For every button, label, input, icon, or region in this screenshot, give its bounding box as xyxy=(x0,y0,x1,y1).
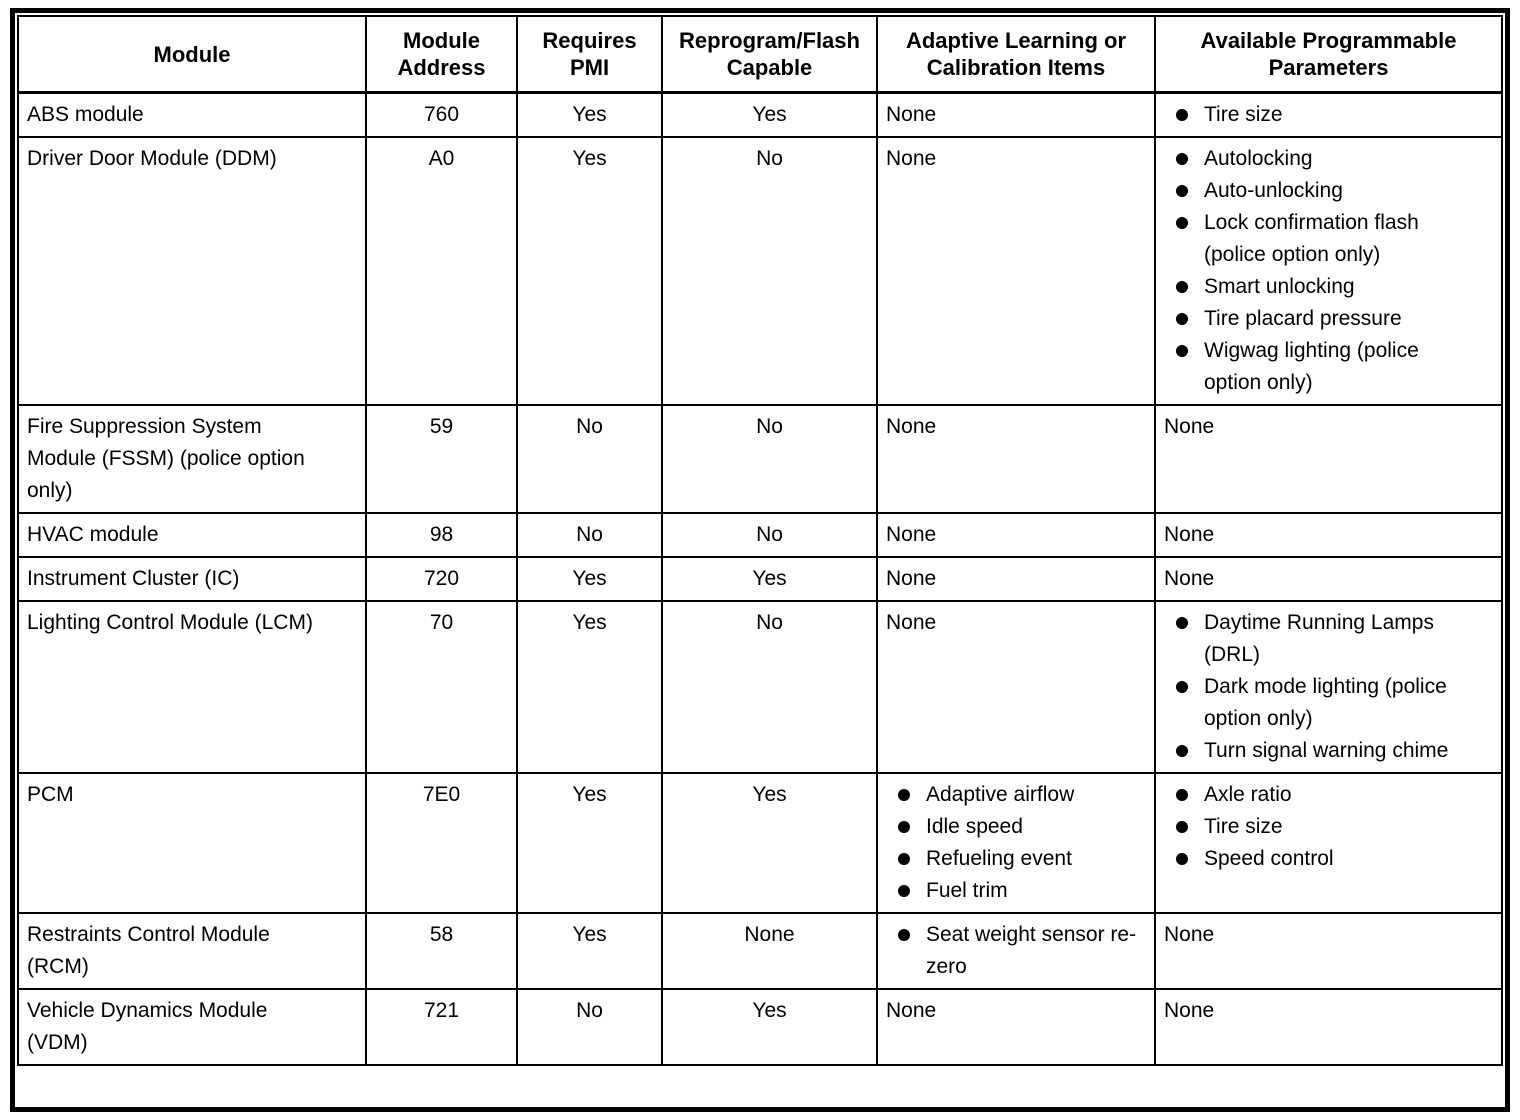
cell-adaptive-items xyxy=(877,405,1155,513)
cell-requires-pmi xyxy=(517,989,662,1065)
list-item-text: Adaptive airflow xyxy=(926,783,1075,806)
cell-parameters xyxy=(1155,93,1502,138)
cell-requires-pmi-text: Yes xyxy=(572,783,607,806)
cell-requires-pmi xyxy=(517,557,662,601)
list-item-text: Speed control xyxy=(1204,847,1334,870)
cell-requires-pmi-text: Yes xyxy=(572,567,607,590)
cell-requires-pmi xyxy=(517,913,662,989)
list-item xyxy=(886,919,1146,983)
bullet-icon xyxy=(1176,313,1188,325)
column-header-parameters: Available Programmable Parameters xyxy=(1155,16,1502,93)
list-item xyxy=(1164,671,1493,735)
cell-parameters-list xyxy=(1164,99,1493,131)
cell-parameters-text: None xyxy=(1164,415,1215,438)
cell-parameters xyxy=(1155,557,1502,601)
cell-module-address xyxy=(366,989,517,1065)
column-header-module-address: Module Address xyxy=(366,16,517,93)
cell-module-text: ABS module xyxy=(27,103,144,126)
cell-adaptive-items-text: None xyxy=(886,611,937,634)
cell-adaptive-items-text: None xyxy=(886,999,937,1022)
cell-adaptive-items-text: None xyxy=(886,415,937,438)
list-item xyxy=(1164,335,1493,399)
list-item xyxy=(1164,735,1493,767)
list-item xyxy=(886,811,1146,843)
cell-module-address-text: 70 xyxy=(429,611,454,634)
cell-module xyxy=(18,601,366,773)
cell-flash-capable-text: Yes xyxy=(752,567,787,590)
bullet-icon xyxy=(1176,281,1188,293)
list-item xyxy=(886,875,1146,907)
cell-module-address-text: 58 xyxy=(429,923,454,946)
cell-module-address-text: A0 xyxy=(428,147,455,170)
cell-module xyxy=(18,773,366,913)
cell-requires-pmi-text: No xyxy=(576,523,603,546)
cell-parameters-text: None xyxy=(1164,567,1215,590)
list-item-text: Fuel trim xyxy=(926,879,1008,902)
module-table-frame xyxy=(10,8,1510,1112)
list-item-text: Smart unlocking xyxy=(1204,275,1355,298)
cell-flash-capable-text: No xyxy=(756,147,783,170)
table-header xyxy=(18,16,1502,93)
table-row xyxy=(18,601,1502,773)
list-item xyxy=(1164,607,1493,671)
cell-module-address xyxy=(366,405,517,513)
cell-requires-pmi-text: No xyxy=(576,999,603,1022)
cell-adaptive-items-text: None xyxy=(886,523,937,546)
cell-flash-capable-text: Yes xyxy=(752,783,787,806)
column-header-module: Module xyxy=(18,16,366,93)
cell-adaptive-items xyxy=(877,513,1155,557)
cell-module xyxy=(18,513,366,557)
bullet-icon xyxy=(1176,185,1188,197)
cell-requires-pmi-text: Yes xyxy=(572,611,607,634)
list-item xyxy=(1164,843,1493,875)
table-body xyxy=(18,93,1502,1066)
list-item xyxy=(1164,175,1493,207)
cell-module-address xyxy=(366,913,517,989)
bullet-icon xyxy=(1176,745,1188,757)
cell-flash-capable xyxy=(662,773,877,913)
cell-parameters-list xyxy=(1164,143,1493,399)
cell-parameters-list xyxy=(1164,779,1493,875)
cell-requires-pmi xyxy=(517,773,662,913)
cell-module-address xyxy=(366,513,517,557)
bullet-icon xyxy=(898,821,910,833)
cell-module-text: Vehicle Dynamics Module (VDM) xyxy=(27,999,268,1054)
cell-adaptive-items-text: None xyxy=(886,147,937,170)
table-row xyxy=(18,989,1502,1065)
cell-flash-capable-text: No xyxy=(756,523,783,546)
bullet-icon xyxy=(1176,217,1188,229)
cell-parameters xyxy=(1155,989,1502,1065)
column-header-requires-pmi: Requires PMI xyxy=(517,16,662,93)
cell-module xyxy=(18,989,366,1065)
bullet-icon xyxy=(1176,789,1188,801)
cell-module-address xyxy=(366,773,517,913)
cell-flash-capable-text: Yes xyxy=(752,999,787,1022)
cell-flash-capable xyxy=(662,513,877,557)
cell-module-address-text: 760 xyxy=(423,103,460,126)
cell-parameters-list xyxy=(1164,607,1493,767)
list-item xyxy=(886,843,1146,875)
cell-requires-pmi xyxy=(517,601,662,773)
bullet-icon xyxy=(898,853,910,865)
cell-adaptive-items xyxy=(877,601,1155,773)
list-item-text: Seat weight sensor re-zero xyxy=(926,923,1137,978)
cell-parameters xyxy=(1155,913,1502,989)
list-item-text: Turn signal warning chime xyxy=(1204,739,1449,762)
table-row xyxy=(18,137,1502,405)
cell-module xyxy=(18,405,366,513)
cell-parameters-text: None xyxy=(1164,523,1215,546)
list-item-text: Tire size xyxy=(1204,815,1283,838)
table-row xyxy=(18,913,1502,989)
cell-adaptive-items-list xyxy=(886,919,1146,983)
table-row xyxy=(18,557,1502,601)
cell-module-address-text: 721 xyxy=(423,999,460,1022)
module-programming-table xyxy=(17,15,1503,1066)
list-item xyxy=(1164,303,1493,335)
bullet-icon xyxy=(1176,617,1188,629)
list-item-text: Tire size xyxy=(1204,103,1283,126)
list-item-text: Lock confirmation flash (police option only) xyxy=(1204,211,1419,266)
bullet-icon xyxy=(898,929,910,941)
list-item-text: Wigwag lighting (police option only) xyxy=(1204,339,1419,394)
cell-parameters xyxy=(1155,405,1502,513)
cell-module-address xyxy=(366,137,517,405)
cell-flash-capable xyxy=(662,405,877,513)
cell-parameters xyxy=(1155,513,1502,557)
cell-requires-pmi xyxy=(517,513,662,557)
cell-module-address xyxy=(366,557,517,601)
cell-module-text: Instrument Cluster (IC) xyxy=(27,567,240,590)
cell-module xyxy=(18,913,366,989)
header-row xyxy=(18,16,1502,93)
cell-flash-capable xyxy=(662,913,877,989)
cell-module-address-text: 59 xyxy=(429,415,454,438)
bullet-icon xyxy=(1176,681,1188,693)
cell-adaptive-items xyxy=(877,557,1155,601)
cell-module xyxy=(18,557,366,601)
cell-flash-capable xyxy=(662,93,877,138)
list-item xyxy=(1164,779,1493,811)
bullet-icon xyxy=(1176,345,1188,357)
bullet-icon xyxy=(1176,153,1188,165)
list-item-text: Refueling event xyxy=(926,847,1072,870)
cell-flash-capable xyxy=(662,557,877,601)
cell-adaptive-items xyxy=(877,137,1155,405)
cell-requires-pmi xyxy=(517,93,662,138)
bullet-icon xyxy=(1176,109,1188,121)
cell-parameters xyxy=(1155,601,1502,773)
cell-adaptive-items-list xyxy=(886,779,1146,907)
list-item xyxy=(1164,99,1493,131)
cell-requires-pmi-text: Yes xyxy=(572,147,607,170)
cell-module xyxy=(18,137,366,405)
cell-module-text: PCM xyxy=(27,783,74,806)
cell-parameters-text: None xyxy=(1164,999,1215,1022)
cell-adaptive-items xyxy=(877,93,1155,138)
table-row xyxy=(18,93,1502,138)
table-row xyxy=(18,773,1502,913)
cell-module-address-text: 98 xyxy=(429,523,454,546)
list-item-text: Auto-unlocking xyxy=(1204,179,1343,202)
cell-flash-capable xyxy=(662,137,877,405)
cell-module-text: Restraints Control Module (RCM) xyxy=(27,923,270,978)
cell-adaptive-items-text: None xyxy=(886,567,937,590)
cell-parameters xyxy=(1155,137,1502,405)
cell-flash-capable-text: No xyxy=(756,415,783,438)
cell-module-text: Lighting Control Module (LCM) xyxy=(27,611,313,634)
cell-parameters xyxy=(1155,773,1502,913)
cell-module-address xyxy=(366,93,517,138)
bullet-icon xyxy=(1176,821,1188,833)
table-row xyxy=(18,513,1502,557)
cell-flash-capable-text: No xyxy=(756,611,783,634)
cell-module-text: HVAC module xyxy=(27,523,159,546)
list-item-text: Dark mode lighting (police option only) xyxy=(1204,675,1447,730)
bullet-icon xyxy=(898,885,910,897)
list-item-text: Tire placard pressure xyxy=(1204,307,1402,330)
cell-requires-pmi-text: Yes xyxy=(572,103,607,126)
list-item xyxy=(886,779,1146,811)
cell-requires-pmi xyxy=(517,405,662,513)
cell-flash-capable xyxy=(662,989,877,1065)
list-item-text: Axle ratio xyxy=(1204,783,1292,806)
cell-flash-capable-text: Yes xyxy=(752,103,787,126)
cell-module-address-text: 720 xyxy=(423,567,460,590)
cell-module xyxy=(18,93,366,138)
list-item xyxy=(1164,811,1493,843)
cell-flash-capable xyxy=(662,601,877,773)
list-item-text: Idle speed xyxy=(926,815,1023,838)
cell-module-text: Fire Suppression System Module (FSSM) (police option only) xyxy=(27,415,305,502)
cell-adaptive-items-text: None xyxy=(886,103,937,126)
cell-module-address-text: 7E0 xyxy=(422,783,461,806)
cell-adaptive-items xyxy=(877,913,1155,989)
cell-requires-pmi xyxy=(517,137,662,405)
cell-adaptive-items xyxy=(877,989,1155,1065)
cell-adaptive-items xyxy=(877,773,1155,913)
list-item xyxy=(1164,207,1493,271)
column-header-adaptive-items: Adaptive Learning or Calibration Items xyxy=(877,16,1155,93)
bullet-icon xyxy=(898,789,910,801)
cell-requires-pmi-text: Yes xyxy=(572,923,607,946)
table-row xyxy=(18,405,1502,513)
cell-module-address xyxy=(366,601,517,773)
cell-parameters-text: None xyxy=(1164,923,1215,946)
cell-module-text: Driver Door Module (DDM) xyxy=(27,147,277,170)
bullet-icon xyxy=(1176,853,1188,865)
cell-flash-capable-text: None xyxy=(744,923,795,946)
list-item-text: Daytime Running Lamps (DRL) xyxy=(1204,611,1434,666)
list-item xyxy=(1164,143,1493,175)
list-item-text: Autolocking xyxy=(1204,147,1313,170)
column-header-flash-capable: Reprogram/Flash Capable xyxy=(662,16,877,93)
list-item xyxy=(1164,271,1493,303)
cell-requires-pmi-text: No xyxy=(576,415,603,438)
